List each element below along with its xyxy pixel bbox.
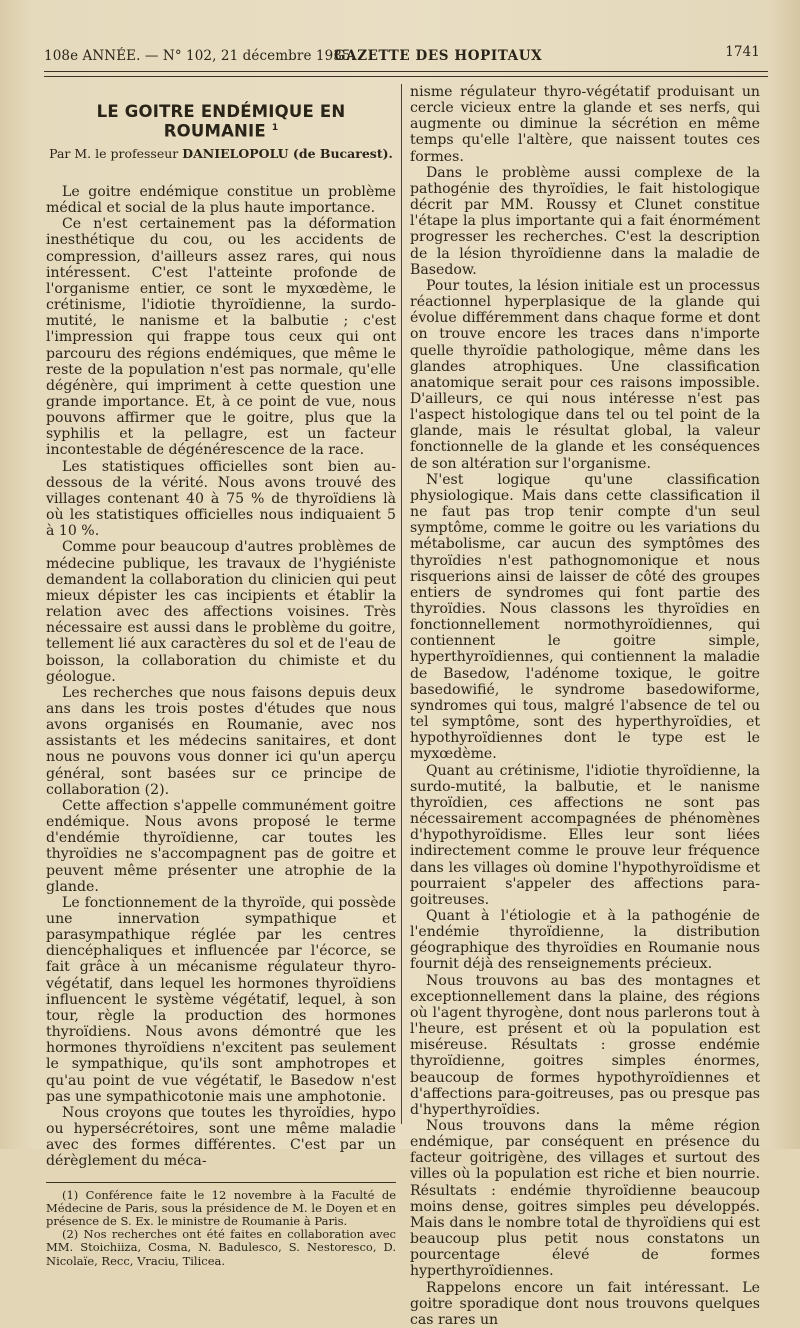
paragraph: N'est logique qu'une classification physiologique. Mais dans cette classification il ne faut pas trop tenir compte d'un seul symptôme, comme le goitre ou les variations du métabolisme, car aucun des symptômes des thyroïdies n'est pathognomonique et nous risquerions ainsi de laisser de côté des groupes entiers de syndromes qui font partie des thyroïdies. Nous classons les thyroïdies en fonctionnellement normothyroïdiennes, qui contiennent le goitre simple, hyperthyroïdiennes, qui contiennent la maladie de Basedow, l'adénome toxique, le goitre basedowifié, le syndrome basedowiforme, syndromes qui tous, malgré l'absence de tel ou tel symptôme, sont des hyperthyroïdies, et hypothyroïdiennes dont le type est le myxœdème. bbox=[410, 471, 760, 763]
paragraph: nisme régulateur thyro-végétatif produisant un cercle vicieux entre la glande et ses nerfs, qui augmente ou diminue la sécrétion en même temps qu'elle l'altère, que naissent toutes ces formes. bbox=[410, 84, 760, 165]
paragraph: Rappelons encore un fait intéressant. Le goitre sporadique dont nous trouvons quelques cas rares un bbox=[410, 1279, 760, 1328]
paragraph: Nous trouvons au bas des montagnes et exceptionnellement dans la plaine, des régions où l'agent thyrogène, dont nous parlerons tout à l'heure, est présent et où la population est miséreuse. Résultats : grosse endémie thyroïdienne, goitres simples énormes, beaucoup de formes hypothyroïdiennes et d'affections para-goitreuses, pas ou presque pas d'hyperthyroïdies. bbox=[410, 972, 760, 1118]
paragraph: Les statistiques officielles sont bien au-dessous de la vérité. Nous avons trouvé des villages contenant 40 à 75 % de thyroïdiens là où les statistiques officielles nous indiquaient 5 à 10 %. bbox=[46, 458, 396, 540]
header-rule-thin bbox=[44, 76, 768, 77]
page-number: 1741 bbox=[725, 44, 760, 60]
journal-title: GAZETTE DES HOPITAUX bbox=[334, 48, 543, 64]
paragraph: Nous trouvons dans la même région endémique, par conséquent en présence du facteur goitrigène, des villages et surtout des villes où la population est riche et bien nourrie. Résultats : endémie thyroïdienne beaucoup moins dense, goitres simples peu développés. Mais dans le nombre total de thyroïdiens qui est beaucoup plus petit nous constatons un pourcentage élevé de formes hyperthyroïdiennes. bbox=[410, 1118, 760, 1280]
paragraph: Le fonctionnement de la thyroïde, qui possède une innervation sympathique et parasympathique réglée par les centres diencéphaliques et influencée par l'écorce, se fait grâce à un mécanisme régulateur thyro-végétatif, dans lequel les hormones thyroïdiens influencent le système végétatif, lequel, à son tour, règle la production des hormones thyroïdiens. Nous avons démontré que les hormones thyroïdiens n'excitent pas seulement le sympathique, qu'ils sont amphotropes et qu'au point de vue végétatif, le Basedow n'est pas une sympathicotonie mais une amphotonie. bbox=[46, 894, 396, 1105]
left-column bbox=[46, 84, 396, 1268]
article-title: LE GOITRE ENDÉMIQUE EN ROUMANIE $^1$ bbox=[96, 102, 346, 141]
paragraph: Quant à l'étiologie et à la pathogénie de l'endémie thyroïdienne, la distribution géographique des thyroïdies en Roumanie nous fournit déjà des renseignements précieux. bbox=[410, 907, 760, 973]
paragraph: Cette affection s'appelle communément goitre endémique. Nous avons proposé le terme d'endémie thyroïdienne, car toutes les thyroïdies ne s'accompagnent pas de goitre et peuvent même présenter une atrophie de la glande. bbox=[46, 797, 396, 895]
footnote: (1) Conférence faite le 12 novembre à la Faculté de Médecine de Paris, sous la présidence de M. le Doyen et en présence de S. Ex. le ministre de Roumanie à Paris. bbox=[46, 1187, 396, 1228]
paragraph: Dans le problème aussi complexe de la pathogénie des thyroïdies, le fait histologique décrit par MM. Roussy et Clunet constitue l'étape la plus importante qui a fait énormément progresser les recherches. C'est la description de la lésion thyroïdienne dans la maladie de Basedow. bbox=[410, 164, 760, 278]
right-column bbox=[410, 84, 760, 1328]
column-divider bbox=[401, 84, 402, 1124]
paragraph: Nous croyons que toutes les thyroïdies, hypo ou hypersécrétoires, sont une même maladie avec des formes différentes. C'est par un dérèglement du méca- bbox=[46, 1104, 396, 1170]
paragraph: Comme pour beaucoup d'autres problèmes de médecine publique, les travaux de l'hygiéniste demandent la collaboration du clinicien qui peut mieux dépister les cas incipients et établir la relation avec des affections voisines. Très nécessaire est aussi dans le problème du goitre, tellement lié aux caractères du sol et de l'eau de boisson, la collaboration du chimiste et du géologue. bbox=[46, 539, 396, 685]
author-name: DANIELOPOLU (de Bucarest). bbox=[182, 145, 393, 161]
title-footnote-ref: 1 bbox=[271, 123, 279, 134]
header-rule bbox=[44, 71, 768, 72]
issue-line: 108e ANNÉE. — N° 102, 21 décembre 1935. bbox=[44, 48, 356, 64]
page-header bbox=[44, 44, 760, 68]
byline: Par M. le professeur DANIELOPOLU (de Bucarest). bbox=[49, 145, 393, 161]
footnote: (2) Nos recherches ont été faites en collaboration avec MM. Stoichiiza, Cosma, N. Badulesco, S. Nestoresco, D. Nicolaïe, Recc, Vraciu, Tilicea. bbox=[46, 1227, 396, 1268]
footnote-rule bbox=[46, 1182, 396, 1183]
paragraph: Le goitre endémique constitue un problème médical et social de la plus haute importance. bbox=[46, 183, 396, 217]
paragraph: Quant au crétinisme, l'idiotie thyroïdienne, la surdo-mutité, la balbutie, et le nanisme thyroïdien, ces affections ne sont pas nécessairement accompagnées de phénomènes d'hypothyroïdisme. Elles leur sont liées indirectement comme le prouve leur fréquence dans les villages où domine l'hypothyroïdisme et pourraient s'appeler des affections para-goitreuses. bbox=[410, 762, 760, 908]
paragraph: Les recherches que nous faisons depuis deux ans dans les trois postes d'études que nous avons organisés en Roumanie, avec nos assistants et les médecins sanitaires, et dont nous ne pouvons vous donner ici qu'un aperçu général, sont basées sur ce principe de collaboration (2). bbox=[46, 684, 396, 798]
paragraph: Pour toutes, la lésion initiale est un processus réactionnel hyperplasique de la glande qui évolue différemment dans chaque forme et dont on trouve encore les traces dans n'importe quelle thyroïdie pathologique, même dans les glandes atrophiques. Une classification anatomique serait pour ces raisons impossible. D'ailleurs, ce qui nous intéresse n'est pas l'aspect histologique dans tel ou tel point de la glande, mais le résultat global, la valeur fonctionnelle de la glande et les conséquences de son altération sur l'organisme. bbox=[410, 277, 760, 472]
paragraph: Ce n'est certainement pas la déformation inesthétique du cou, ou les accidents de compression, d'ailleurs assez rares, qui nous intéressent. C'est l'atteinte profonde de l'organisme entier, ce sont le myxœdème, le crétinisme, l'idiotie thyroïdienne, la surdo-mutité, le nanisme et la balbutie ; c'est l'impression qui frappe tous ceux qui ont parcouru des régions endémiques, que même le reste de la population n'est pas normale, qu'elle dégénère, qui impriment à cette question une grande importance. Et, à ce point de vue, nous pouvons affirmer que le goitre, plus que la syphilis et la pellagre, est un facteur incontestable de dégénérescence de la race. bbox=[46, 216, 396, 459]
